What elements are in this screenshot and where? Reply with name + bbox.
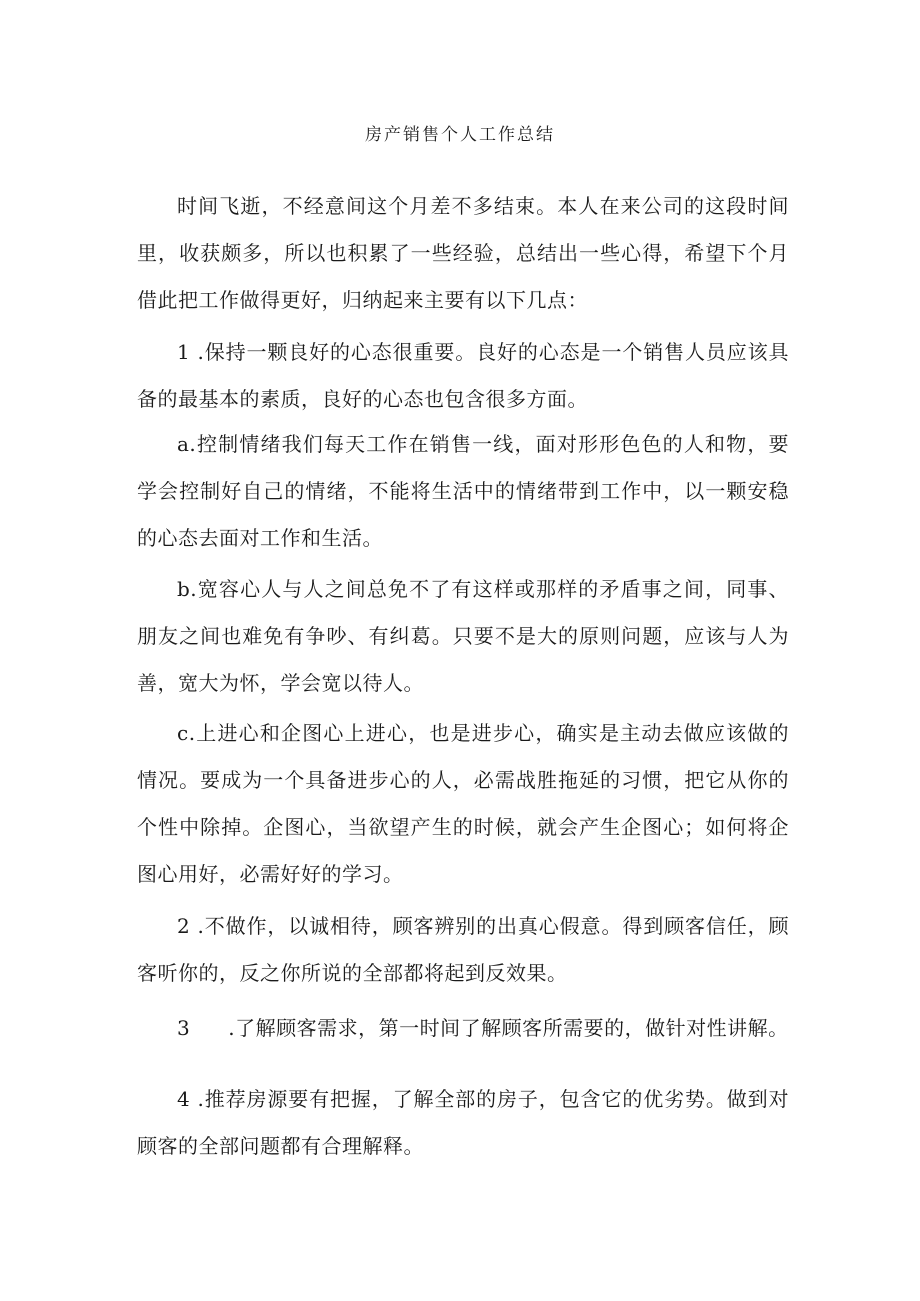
paragraph-item-b: b.宽容心人与人之间总免不了有这样或那样的矛盾事之间，同事、朋友之间也难免有争吵、有纠葛。只要不是大的原则问题，应该与人为善，宽大为怀，学会宽以待人。	[137, 577, 789, 695]
item-3-text: .了解顾客需求，第一时间了解顾客所需要的，做针对性讲解。	[228, 1016, 789, 1040]
paragraph-item-4: 4 .推荐房源要有把握，了解全部的房子，包含它的优劣势。做到对顾客的全部问题都有合理解释。	[137, 1087, 789, 1158]
paragraph-item-a: a.控制情绪我们每天工作在销售一线，面对形形色色的人和物，要学会控制好自己的情绪，不能将生活中的情绪带到工作中，以一颗安稳的心态去面对工作和生活。	[137, 432, 789, 550]
document-title: 房产销售个人工作总结	[365, 125, 555, 145]
paragraph-item-c: c.上进心和企图心上进心，也是进步心，确实是主动去做应该做的情况。要成为一个具备进步心的人，必需战胜拖延的习惯，把它从你的个性中除掉。企图心，当欲望产生的时候，就会产生企图心；如何将企图心用好，必需好好的学习。	[137, 721, 789, 886]
item-3-number: 3	[177, 1016, 191, 1040]
paragraph-intro: 时间飞逝，不经意间这个月差不多结束。本人在来公司的这段时间里，收获颇多，所以也积累了一些经验，总结出一些心得，希望下个月借此把工作做得更好，归纳起来主要有以下几点：	[137, 194, 789, 312]
paragraph-item-1: 1 .保持一颗良好的心态很重要。良好的心态是一个销售人员应该具备的最基本的素质，良好的心态也包含很多方面。	[137, 340, 789, 411]
paragraph-item-3	[137, 1005, 789, 1052]
paragraph-item-2: 2 .不做作，以诚相待，顾客辨别的出真心假意。得到顾客信任，顾客听你的，反之你所说的全部都将起到反效果。	[137, 914, 789, 985]
